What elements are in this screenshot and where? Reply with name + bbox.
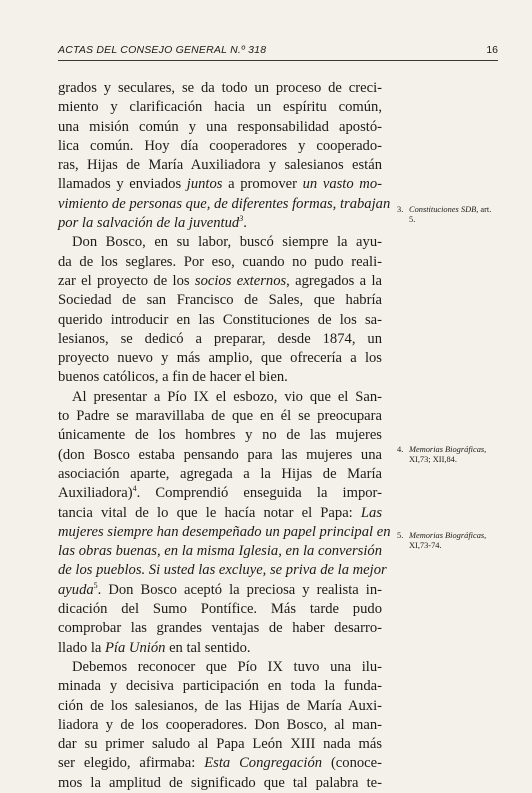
text-line: grados y seculares, se da todo un proceso de creci-	[58, 80, 382, 96]
footnote-3: 3. Constituciones SDB, art. 5.	[397, 205, 492, 224]
text-line: buenos católicos, a fin de hacer el bien.	[58, 369, 288, 386]
paragraph-start: Debemos reconocer que Pío IX tuvo una ilu-	[72, 658, 382, 675]
text-line: (don Bosco estaba pensando para las mujeres una	[58, 446, 382, 463]
text-line: zar el proyecto de los socios externos, agregados a la	[58, 272, 383, 289]
text-line: asociación aparte, agregada a la Hijas de María	[58, 465, 382, 482]
paragraph-start: Don Bosco, en su labor, buscó siempre la ayu-	[72, 234, 382, 251]
footnote-4: 4. Memorias Biográficas, XI,73; XII,84.	[397, 445, 487, 464]
text-line: dar su primer saludo al Papa León XIII nada más	[58, 736, 382, 753]
text-line: to Padre se maravillaba de que en él se preocupara	[58, 408, 382, 425]
text-line: querido introducir en las Constituciones de los sa-	[58, 311, 382, 328]
running-header	[58, 44, 498, 61]
text-line: por la salvación de la juventud$^3$.	[58, 214, 247, 232]
text-line: únicamente de los hombres y no de las mujeres	[58, 427, 382, 444]
text-line: tancia vital de lo que le hacía notar el Papa: Las	[58, 504, 382, 521]
text-line: Auxiliadora)$^4$. Comprendió enseguida la impor-	[58, 484, 382, 502]
text-line: las obras buenas, en la misma Iglesia, en la conversión	[58, 543, 382, 560]
text-line: ayuda$^5$. Don Bosco aceptó la preciosa y realista in-	[58, 580, 382, 598]
text-line: liadora y de los cooperadores. Don Bosco, al man-	[58, 716, 382, 733]
text-line: de los pueblos. Si usted las excluye, se priva de la mejor	[58, 562, 387, 579]
text-line: mujeres siempre han desempeñado un papel principal en	[58, 523, 391, 540]
text-line: da de los seglares. Por eso, cuando no pudo reali-	[58, 253, 382, 270]
text-line: ser elegido, afirmaba: Esta Congregación (conoce-	[58, 755, 382, 772]
text-line: mos la amplitud de significado que tal palabra te-	[58, 774, 382, 791]
text-line: llado la Pía Unión en tal sentido.	[58, 639, 251, 656]
paragraph-start: Al presentar a Pío IX el esbozo, vio que el San-	[72, 388, 382, 405]
text-line: minada y decisiva participación en toda la funda-	[58, 678, 382, 695]
body-text	[58, 79, 391, 793]
text-line: lica común. Hoy día cooperadores y cooperado-	[58, 137, 382, 154]
text-line: ción de los salesianos, de las Hijas de María Auxi-	[58, 697, 382, 714]
text-line: miento y clarificación hacia un espíritu común,	[58, 99, 382, 116]
text-line: llamados y enviados juntos a promover un vasto mo-	[58, 176, 382, 193]
text-line: comprobar las grandes ventajas de haber desarro-	[58, 620, 382, 637]
text-line: una misión común y una responsabilidad apostó-	[58, 118, 382, 135]
header-title: ACTAS DEL CONSEJO GENERAL N.º 318	[58, 44, 267, 56]
text-line: proyecto nuevo y más amplio, que ofrecería a los	[58, 350, 382, 367]
text-line: vimiento de personas que, de diferentes formas, trabajan	[58, 195, 391, 212]
footnote-ref: 5	[93, 580, 98, 590]
text-line: lesianos, se dedicó a preparar, desde 1874, un	[58, 330, 382, 347]
footnote-5: 5. Memorias Biográficas, XI,73-74.	[397, 531, 487, 550]
page-number: 16	[486, 44, 498, 56]
footnote-ref: 3	[239, 214, 244, 224]
text-line: Sociedad de san Francisco de Sales, que habría	[58, 292, 382, 309]
text-line: dicación del Sumo Pontífice. Más tarde pudo	[58, 601, 382, 618]
text-line: ras, Hijas de María Auxiliadora y salesianos están	[58, 157, 382, 174]
footnote-ref: 4	[132, 484, 137, 494]
